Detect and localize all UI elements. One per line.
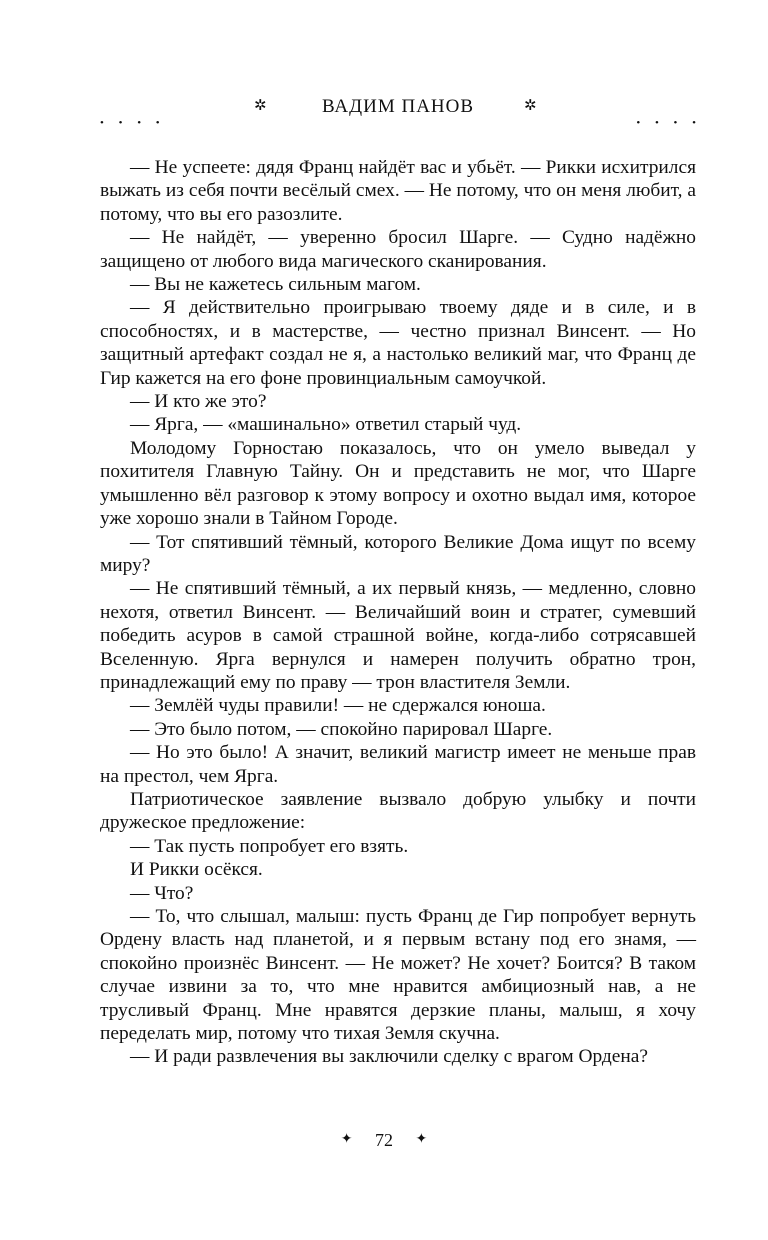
paragraph: — Я действительно проигрываю твоему дяде и в силе, и в способностях, и в мастерстве, — честно признал Винсент. — Но защитный артефакт создал не я, а настолько великий маг, что Франц де Гир кажется на его фоне провинциальным самоучкой. [100, 297, 696, 389]
paragraph: — Не успеете: дядя Франц найдёт вас и убьёт. — Рикки исхитрился выжать из себя почти весёлый смех. — Не потому, что он меня любит, а потому, что вы его разозлите. [100, 157, 696, 225]
paragraph: — Это было потом, — спокойно парировал Шарге. [130, 718, 553, 740]
ornament-dots-right: • • • • [636, 117, 702, 129]
diamond-left-icon: ✦ [340, 1131, 353, 1147]
body-text [100, 156, 696, 1069]
paragraph: Патриотическое заявление вызвало добрую улыбку и почти дружеское предложение: [100, 788, 696, 834]
paragraph: И Рикки осёкся. [130, 859, 263, 881]
paragraph: — Так пусть попробует его взять. [130, 835, 409, 857]
ornament-dots-left: • • • • [100, 117, 166, 129]
paragraph: — Не найдёт, — уверенно бросил Шарге. — Судно надёжно защищено от любого вида магического сканирования. [100, 227, 696, 272]
star-ornament-right-icon: ✲ [524, 98, 537, 114]
diamond-right-icon: ✦ [415, 1131, 428, 1147]
paragraph: — Но это было! А значит, великий магистр имеет не меньше прав на престол, чем Ярга. [100, 742, 696, 787]
paragraph: Молодому Горностаю показалось, что он умело выведал у похитителя Главную Тайну. Он и представить не мог, что Шарге умышленно вёл разговор к этому вопросу и охотно выдал имя, которое уже хорошо знали в Тайном Городе. [100, 437, 696, 530]
paragraph: — И кто же это? [130, 391, 267, 413]
paragraph: — И ради развлечения вы заключили сделку с врагом Ордена? [130, 1046, 648, 1068]
paragraph: — Тот спятивший тёмный, которого Великие Дома ищут по всему миру? [100, 531, 696, 576]
paragraph: — То, что слышал, малыш: пусть Франц де Гир попробует вернуть Ордену власть над планетой, и я первым встану под его знамя, — спокойно произнёс Винсент. — Не может? Не хочет? Боится? В таком случае извини за то, что мне нравится амбициозный нав, а не трусливый Франц. Мне нравятся дерзкие планы, малыш, я хочу переделать мир, потому что тихая Земля скучна. [100, 906, 696, 1045]
paragraph: — Вы не кажетесь сильным магом. [130, 274, 421, 296]
paragraph: — Ярга, — «машинально» ответил старый чуд. [130, 414, 522, 436]
author-name: ВАДИМ ПАНОВ [321, 96, 475, 117]
page-number: 72 [375, 1129, 393, 1150]
paragraph: — Землёй чуды правили! — не сдержался юноша. [130, 695, 546, 717]
star-ornament-left-icon: ✲ [254, 98, 267, 114]
running-head [100, 94, 702, 138]
paragraph: — Что? [130, 882, 194, 904]
paragraph: — Не спятивший тёмный, а их первый князь, — медленно, словно нехотя, ответил Винсент. — Величайший воин и стратег, сумевший победить асуров в самой страшной войне, когда-либо сотрясавшей Вселенную. Ярга вернулся и намерен получить обратно трон, принадлежащий ему по праву — трон властителя Земли. [100, 578, 696, 693]
folio [0, 1126, 768, 1152]
